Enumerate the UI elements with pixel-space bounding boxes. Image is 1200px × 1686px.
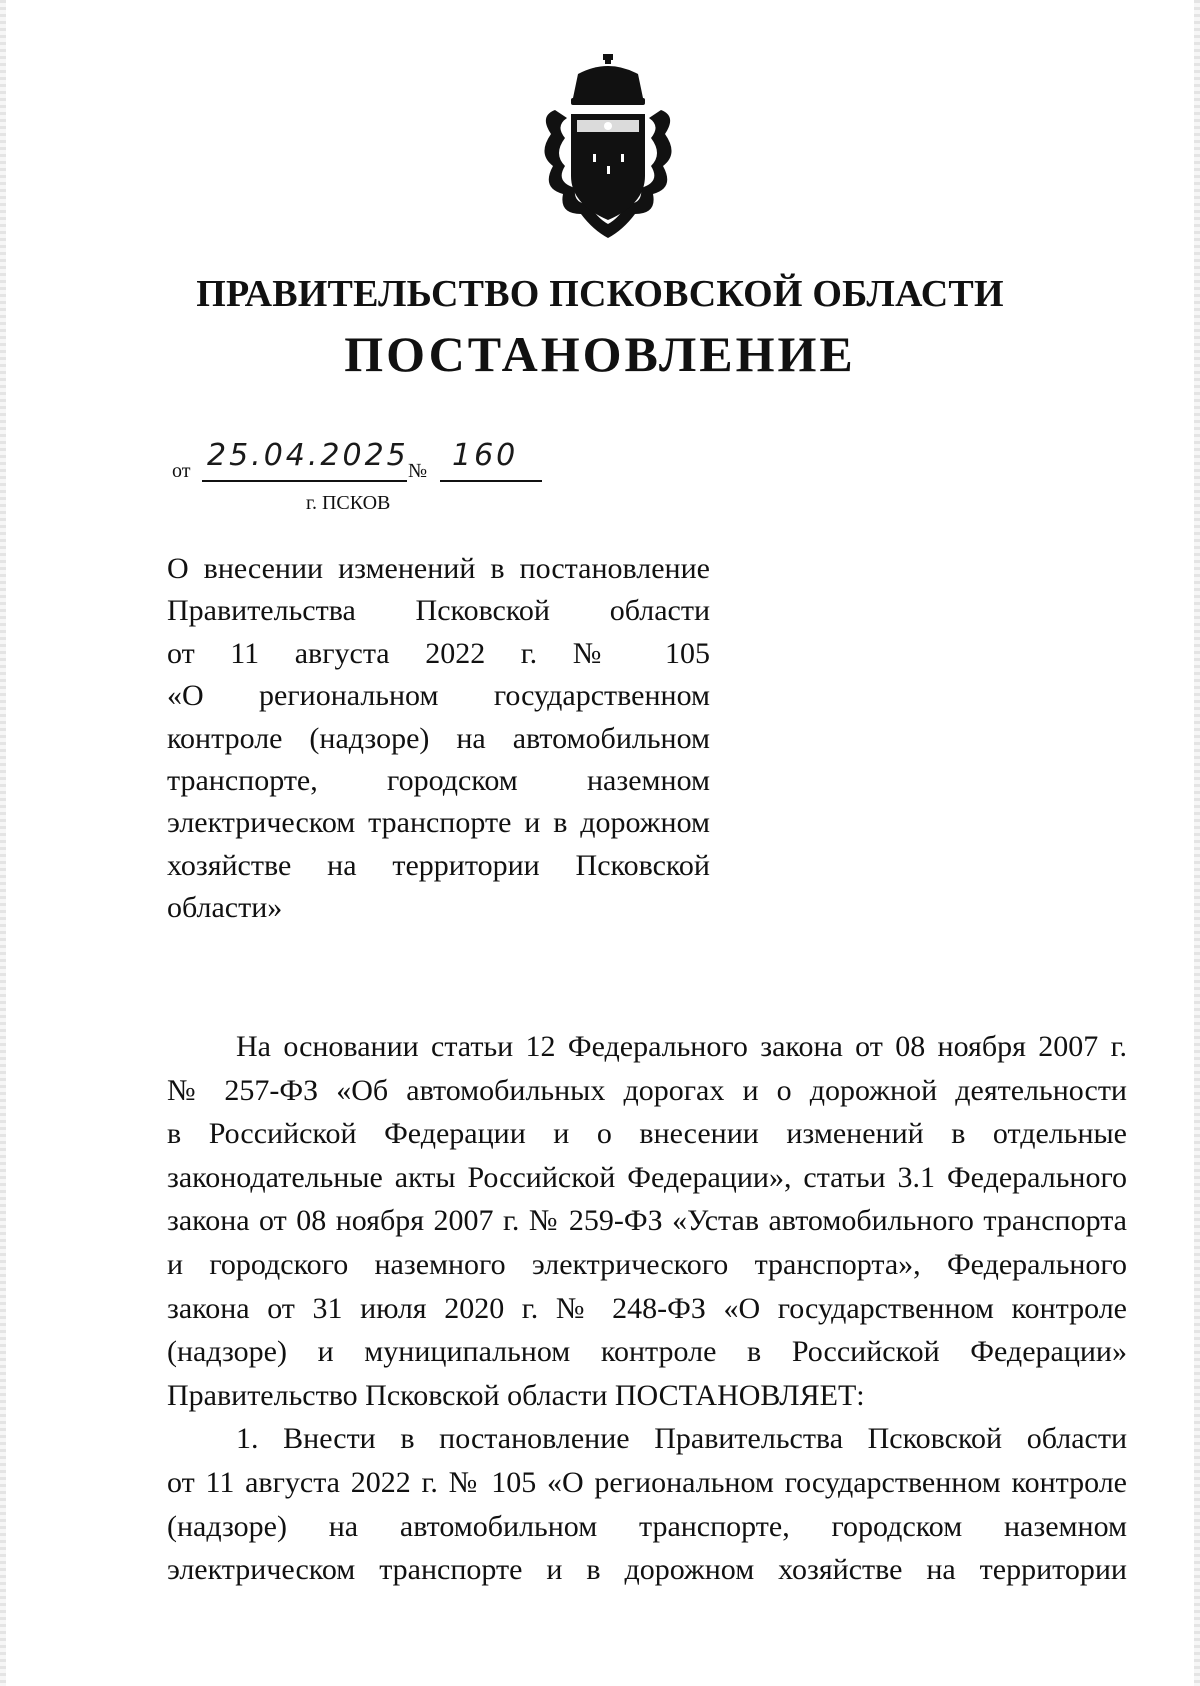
preamble-line: закона от 08 ноября 2007 г. № 259-ФЗ «Устав автомобильного транспорта bbox=[167, 1204, 1127, 1238]
item-1-line: электрическом транспорте и в дорожном хозяйстве на территории bbox=[167, 1553, 1127, 1587]
scan-edge-right bbox=[1194, 0, 1200, 1686]
handwritten-date: 25.04.2025 bbox=[207, 438, 409, 473]
scan-edge-left bbox=[0, 0, 6, 1686]
subject-line: О внесении изменений в постановление bbox=[167, 552, 710, 585]
organization-title: ПРАВИТЕЛЬСТВО ПСКОВСКОЙ ОБЛАСТИ bbox=[196, 273, 1004, 315]
preamble-line: (надзоре) и муниципальном контроле в Российской Федерации» bbox=[167, 1335, 1127, 1369]
number-underline bbox=[440, 480, 542, 482]
subject-line: хозяйстве на территории Псковской bbox=[167, 848, 710, 882]
number-prefix: № bbox=[408, 460, 428, 482]
document-body bbox=[167, 1025, 1127, 1592]
subject-line: электрическом транспорте и в дорожном bbox=[167, 806, 710, 840]
subject-line: транспорте, городском наземном bbox=[167, 763, 710, 797]
preamble-line: Правительство Псковской области ПОСТАНОВЛЯЕТ: bbox=[167, 1378, 865, 1412]
preamble-line: и городского наземного электрического транспорта», Федерального bbox=[167, 1247, 1127, 1281]
preamble-line: законодательные акты Российской Федерации», статьи 3.1 Федерального bbox=[167, 1160, 1127, 1194]
document-type-title: ПОСТАНОВЛЕНИЕ bbox=[344, 326, 856, 382]
subject-line: «О региональном государственном bbox=[167, 679, 710, 713]
subject-line: от 11 августа 2022 г. № 105 bbox=[167, 636, 710, 670]
item-1-line: (надзоре) на автомобильном транспорте, городском наземном bbox=[167, 1509, 1127, 1543]
preamble-line: На основании статьи 12 Федерального закона от 08 ноября 2007 г. bbox=[236, 1030, 1127, 1063]
document-subject bbox=[167, 548, 710, 930]
subject-line: Правительства Псковской области bbox=[167, 594, 710, 628]
handwritten-number: 160 bbox=[452, 438, 519, 473]
subject-line: контроле (надзоре) на автомобильном bbox=[167, 721, 710, 755]
date-prefix: от bbox=[172, 460, 191, 482]
coat-of-arms-emblem bbox=[533, 54, 683, 244]
subject-line: области» bbox=[167, 891, 283, 925]
city-label: г. ПСКОВ bbox=[306, 492, 391, 514]
preamble-line: № 257-ФЗ «Об автомобильных дорогах и о дорожной деятельности bbox=[167, 1073, 1127, 1107]
preamble-line: в Российской Федерации и о внесении изменений в отдельные bbox=[167, 1117, 1127, 1151]
preamble-line: закона от 31 июля 2020 г. № 248-ФЗ «О государственном контроле bbox=[167, 1291, 1127, 1325]
item-1-line: 1. Внести в постановление Правительства Псковской области bbox=[236, 1422, 1127, 1456]
item-1-line: от 11 августа 2022 г. № 105 «О региональном государственном контроле bbox=[167, 1465, 1127, 1499]
date-underline bbox=[202, 480, 407, 482]
